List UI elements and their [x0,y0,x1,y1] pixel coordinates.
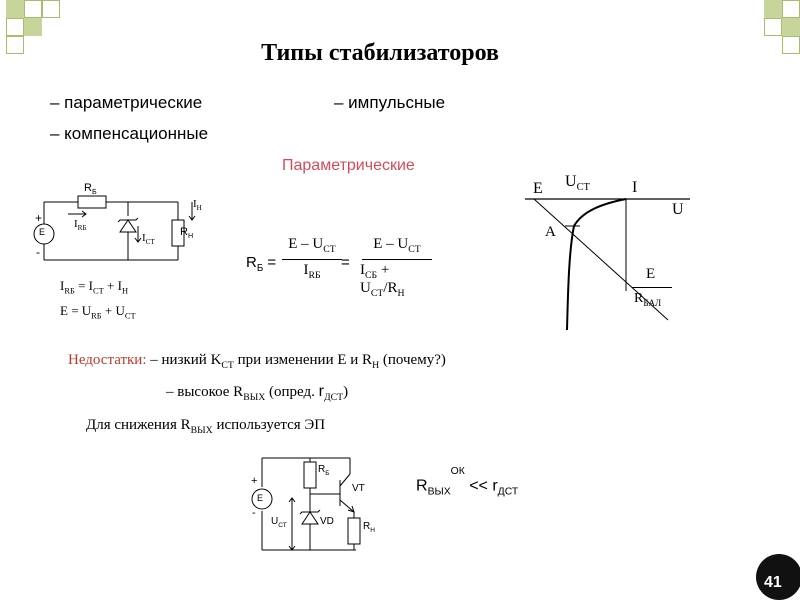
type-parametric: – параметрические [50,93,203,112]
plus-label-2: + [251,475,258,487]
deco-square [764,18,782,36]
deco-square [24,0,42,18]
vd-label: VD [320,516,334,527]
deco-square [42,0,60,18]
deco-square [782,0,800,18]
voltage-equation: $E = U_{RБ} + U_{СТ}$ [60,303,136,321]
page-number-badge [756,554,800,600]
graph-i-label: I [632,179,638,196]
graph-ust-label: $U_{СТ}$ [565,173,590,194]
graph-e-fraction: E [646,266,656,282]
emitter-follower-circuit [240,450,380,560]
fraction-line-2 [362,259,432,260]
type-pulse: – импульсные [334,93,446,112]
deco-square [6,0,24,18]
page-title: Типы стабилизаторов [261,40,499,66]
minus-label: - [36,245,40,259]
deco-square [24,18,42,36]
graph-rbal-label: $R_{БАЛ}$ [634,291,662,308]
rb-formula-eq2: = [341,254,350,271]
page-number: 41 [764,574,782,591]
graph-a-label: A [545,224,556,240]
rb2-label: $R_Б$ [318,464,330,477]
minus-label-2: - [252,507,256,519]
rb-formula-num1: E – $U_{СТ}$ [288,236,336,255]
current-equation: $I_{RБ} = I_{СТ} + I_Н$ [60,278,129,296]
zener-characteristic-graph [520,180,720,360]
rb-formula-lhs: $R_Б$ = [246,254,277,274]
section-heading: Параметрические [282,157,415,174]
rb-formula-den2b: $U_{СТ}/R_Н$ [360,280,405,299]
ust2-label: $U_{СТ}$ [271,516,287,529]
ist-label: $I_{СТ}$ [142,232,155,247]
in-label: $I_Н$ [193,198,202,213]
rb-label: $R_Б$ [84,182,97,197]
source-e2-label: E [257,493,264,503]
deco-square [782,18,800,36]
rvyh-relation: $R_{ВЫХ}^{ОК} << r_{ДСТ}$ [416,466,519,498]
rn-label: $R_Н$ [180,226,194,241]
plus-label: + [35,211,43,225]
rb-formula-den2a: $I_{СБ}$ + [360,262,390,281]
rb-formula-den1: $I_{RБ}$ [303,262,321,281]
drawbacks-line-2: – высокое $R_{ВЫХ}$ (опред. $r_{ДСТ}$) [166,383,349,403]
graph-u-label: U [672,201,684,218]
source-e-label: E [39,227,46,237]
deco-square [782,36,800,54]
deco-square [6,18,24,36]
type-compensation: – компенсационные [50,124,209,143]
drawbacks-line-1: Недостатки: – низкий $K_{СТ}$ при изменении E и $R_Н$ (почему?) [68,352,446,371]
graph-e-label: E [533,180,543,197]
graph-fraction-line [632,287,672,288]
fraction-line-1 [282,259,342,260]
rn2-label: $R_Н$ [363,521,375,534]
reduction-note: Для снижения $R_{ВЫХ}$ используется ЭП [86,417,326,436]
deco-square [764,0,782,18]
irb-label: $I_{RБ}$ [74,218,87,233]
rb-formula-num2: E – $U_{СТ}$ [373,236,421,255]
vt-label: VT [352,483,365,494]
